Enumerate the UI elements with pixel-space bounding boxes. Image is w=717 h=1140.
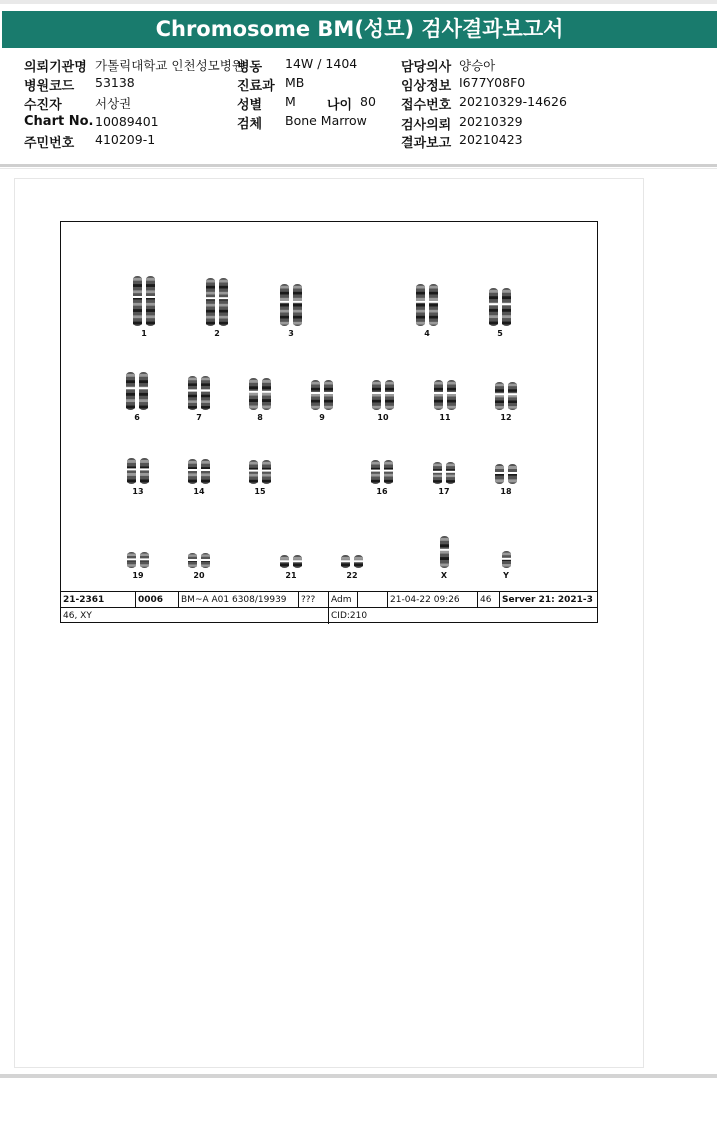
chromatid [495, 464, 505, 484]
chromosome-16 [371, 460, 393, 484]
chromatid [127, 458, 137, 484]
bottom-divider [0, 1074, 717, 1078]
slide-number: 0006 [136, 592, 179, 608]
ward-label: 병동 [237, 60, 263, 75]
karyotype-image [60, 221, 598, 623]
chromatid [429, 284, 439, 326]
chromatid [133, 276, 143, 326]
chart-label: Chart No. [24, 114, 94, 129]
chromosome-label-10: 10 [377, 413, 389, 422]
chromosome-label-2: 2 [214, 329, 220, 338]
unknown-field: ??? [299, 592, 329, 608]
clinical-value: I677Y08F0 [459, 75, 526, 90]
chromosome-label-5: 5 [497, 329, 503, 338]
doctor-label: 담당의사 [401, 60, 452, 75]
chromatid [311, 380, 321, 410]
chromosome-label-13: 13 [132, 487, 144, 496]
chromatid [280, 555, 290, 568]
karyotype-info-row-1 [61, 591, 597, 608]
chromatid [324, 380, 334, 410]
chromatid [262, 378, 272, 410]
institution-value: 가톨릭대학교 인천성모병원 [95, 58, 244, 73]
chromosome-y [502, 551, 511, 568]
id-value: 410209-1 [95, 132, 156, 147]
chromosome-label-9: 9 [319, 413, 325, 422]
chromatid [446, 462, 456, 484]
chromosome-9 [311, 380, 333, 410]
chromosome-label-14: 14 [193, 487, 205, 496]
chromosome-13 [127, 458, 149, 484]
chromosome-label-21: 21 [285, 571, 297, 580]
datetime-field: 21-04-22 09:26 [388, 592, 478, 608]
chromosome-7 [188, 376, 210, 410]
sex-value: M [285, 94, 296, 109]
top-border [0, 0, 717, 4]
chromatid [447, 380, 457, 410]
chromatid [433, 462, 443, 484]
chromosome-4 [416, 284, 438, 326]
specimen-value: Bone Marrow [285, 113, 367, 128]
chromatid [188, 376, 198, 410]
blank-field [358, 592, 388, 608]
chromosome-label-15: 15 [254, 487, 266, 496]
receipt-value: 20210329-14626 [459, 94, 567, 109]
result-value: 20210423 [459, 132, 523, 147]
chromatid [140, 552, 150, 568]
cid-field: CID:210 [331, 611, 368, 621]
chromosome-22 [341, 555, 363, 568]
chromatid [126, 372, 136, 410]
header-divider [0, 164, 717, 167]
chromatid [140, 458, 150, 484]
sample-code: BM~A A01 6308/19939 [179, 592, 299, 608]
chromatid [146, 276, 156, 326]
chromosome-12 [495, 382, 517, 410]
chromosome-3 [280, 284, 302, 326]
chromosome-label-20: 20 [193, 571, 205, 580]
hospital-code-label: 병원코드 [24, 79, 75, 94]
result-label: 결과보고 [401, 136, 452, 151]
chart-value: 10089401 [95, 114, 159, 129]
chromosome-label-y: Y [503, 571, 509, 580]
server-field: Server 21: 2021-3 [502, 595, 593, 605]
chromosome-label-3: 3 [288, 329, 294, 338]
chromosome-label-22: 22 [346, 571, 358, 580]
count-field: 46 [478, 592, 500, 608]
chromosome-x [440, 536, 449, 568]
chromosome-8 [249, 378, 271, 410]
hospital-code-value: 53138 [95, 75, 135, 90]
header-divider-light [0, 168, 717, 169]
chromosome-label-16: 16 [376, 487, 388, 496]
chromosome-11 [434, 380, 456, 410]
chromatid [201, 553, 211, 568]
chromosome-14 [188, 459, 210, 484]
chromatid [188, 459, 198, 484]
chromatid [249, 460, 259, 484]
chromatid [502, 288, 512, 326]
chromatid [489, 288, 499, 326]
chromatid [372, 380, 382, 410]
chromosome-label-1: 1 [141, 329, 147, 338]
ward-value: 14W / 1404 [285, 56, 358, 71]
chromatid [354, 555, 364, 568]
chromatid [440, 536, 449, 568]
chromatid [280, 284, 290, 326]
chromatid [262, 460, 272, 484]
report-title: Chromosome BM(성모) 검사결과보고서 [2, 11, 717, 48]
chromatid [201, 459, 211, 484]
patient-value: 서상권 [95, 96, 132, 111]
case-id: 21-2361 [61, 592, 136, 608]
chromatid [341, 555, 351, 568]
chromosome-label-x: X [440, 571, 448, 580]
chromosome-label-11: 11 [439, 413, 451, 422]
chromosome-20 [188, 553, 210, 568]
chromosome-21 [280, 555, 302, 568]
chromosome-label-6: 6 [134, 413, 140, 422]
doctor-value: 양승아 [459, 58, 496, 73]
chromatid [219, 278, 229, 326]
chromosome-19 [127, 552, 149, 568]
chromosome-label-18: 18 [500, 487, 512, 496]
chromosome-label-7: 7 [196, 413, 202, 422]
department-label: 진료과 [237, 79, 275, 94]
chromosome-label-19: 19 [132, 571, 144, 580]
request-label: 검사의뢰 [401, 118, 452, 133]
chromatid [434, 380, 444, 410]
chromatid [201, 376, 211, 410]
chromatid [293, 284, 303, 326]
chromosome-10 [372, 380, 394, 410]
institution-label: 의뢰기관명 [24, 60, 87, 75]
age-label: 나이 [327, 98, 353, 113]
id-label: 주민번호 [24, 136, 75, 151]
chromatid [416, 284, 426, 326]
chromosome-label-12: 12 [500, 413, 512, 422]
chromatid [127, 552, 137, 568]
chromosome-label-8: 8 [257, 413, 263, 422]
chromatid [139, 372, 149, 410]
chromatid [188, 553, 198, 568]
clinical-label: 임상정보 [401, 79, 452, 94]
chromatid [502, 551, 511, 568]
chromatid [371, 460, 381, 484]
chromatid [384, 460, 394, 484]
age-value: 80 [360, 94, 376, 109]
specimen-label: 검체 [237, 117, 263, 132]
sex-label: 성별 [237, 98, 263, 113]
patient-label: 수진자 [24, 98, 62, 113]
receipt-label: 접수번호 [401, 98, 452, 113]
chromosome-18 [495, 464, 517, 484]
chromatid [206, 278, 216, 326]
chromosome-1 [133, 276, 155, 326]
request-value: 20210329 [459, 114, 523, 129]
chromatid [508, 464, 518, 484]
karyotype-info-row-2 [61, 607, 597, 624]
chromatid [293, 555, 303, 568]
chromosome-15 [249, 460, 271, 484]
chromosome-label-17: 17 [438, 487, 450, 496]
user-field: Adm [329, 592, 358, 608]
chromatid [495, 382, 505, 410]
chromatid [249, 378, 259, 410]
chromosome-6 [126, 372, 148, 410]
chromosome-label-4: 4 [424, 329, 430, 338]
chromatid [508, 382, 518, 410]
chromosome-5 [489, 288, 511, 326]
department-value: MB [285, 75, 305, 90]
chromosome-2 [206, 278, 228, 326]
karyotype-result: 46, XY [61, 608, 329, 624]
chromosome-17 [433, 462, 455, 484]
chromatid [385, 380, 395, 410]
